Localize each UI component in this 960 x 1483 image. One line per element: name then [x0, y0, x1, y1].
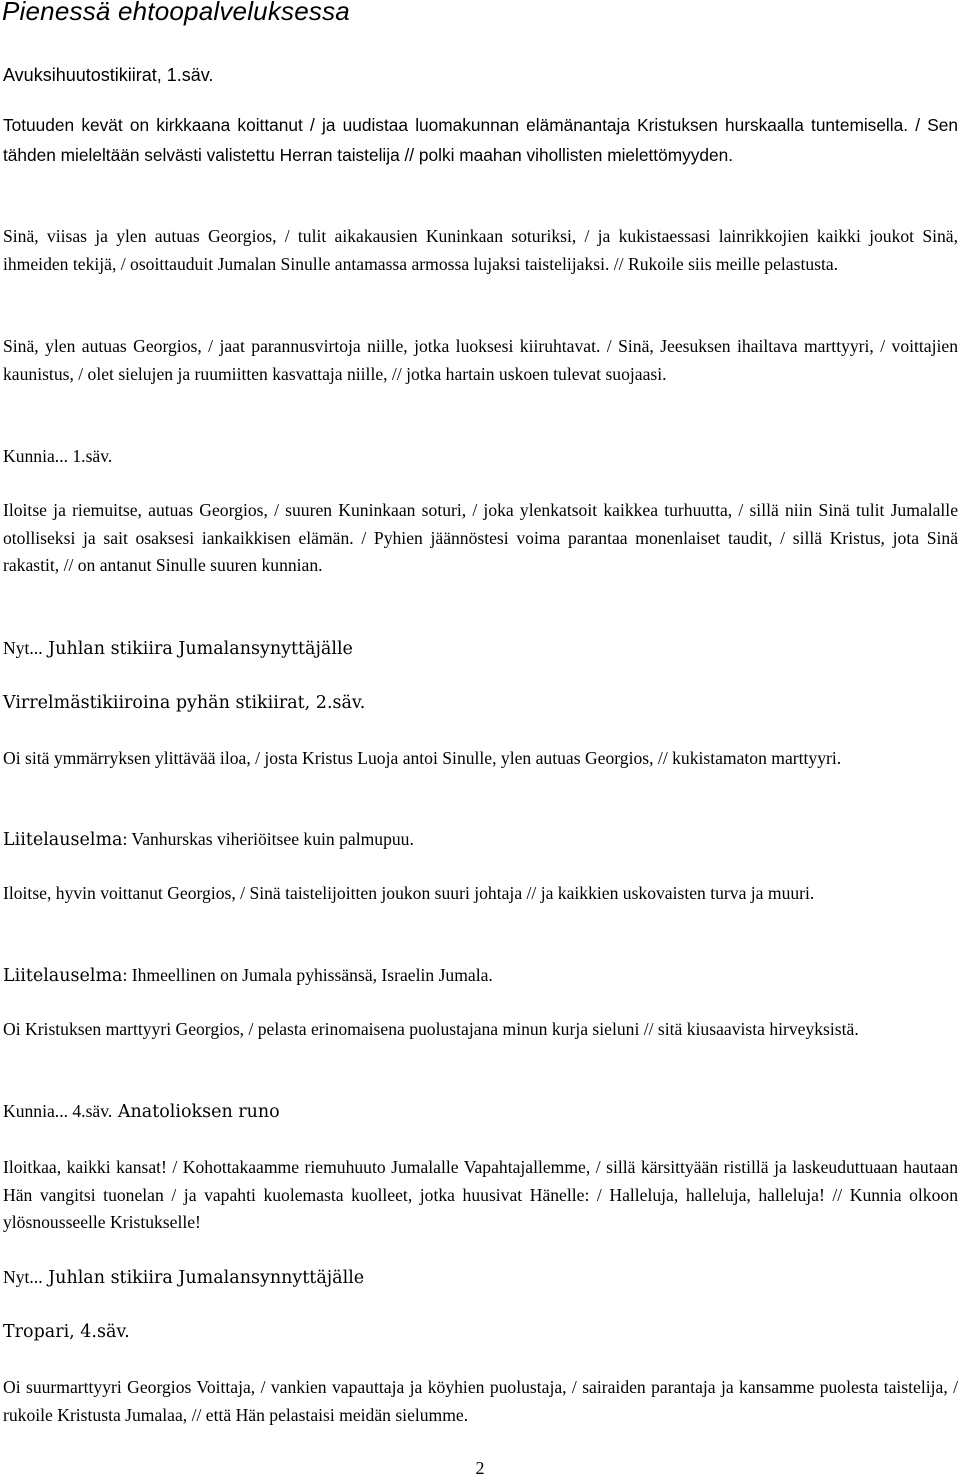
section-heading-virrelmastikiirat: Virrelmästikiiroina pyhän stikiirat, 2.säv. — [3, 693, 366, 713]
paragraph-15-heading: Juhlan stikiira Jumalansynnyttäjälle — [42, 1268, 365, 1288]
page-title: Pienessä ehtoopalveluksessa — [2, 0, 350, 26]
paragraph-13-prefix: Kunnia... 4.säv. — [3, 1101, 113, 1121]
paragraph-15-prefix: Nyt... — [3, 1267, 43, 1287]
page-number: 2 — [475, 1458, 485, 1478]
section-heading-tropari: Tropari, 4.säv. — [3, 1322, 130, 1342]
paragraph-13-heading: Anatolioksen runo — [112, 1102, 280, 1122]
paragraph-10: Iloitse, hyvin voittanut Georgios, / Sinä taistelijoitten joukon suuri johtaja // ja kaikkien uskovaisten turva ja muuri. — [3, 883, 815, 903]
paragraph-8: Oi sitä ymmärryksen ylittävää iloa, / josta Kristus Luoja antoi Sinulle, ylen autuas Georgios, // kukistamaton marttyyri. — [3, 748, 842, 768]
paragraph-1: Totuuden kevät on kirkkaana koittanut / ja uudistaa luomakunnan elämänantaja Kristuksen hurskaalla tuntemisella. / Sen tähden mieleltään selvästi valistettu Herran taistelija // polki maahan vihollisten mielettömyyden. — [3, 115, 958, 165]
paragraph-13 — [3, 1098, 958, 1127]
paragraph-9-text: : Vanhurskas viheriöitsee kuin palmupuu. — [122, 829, 414, 849]
paragraph-6 — [3, 635, 958, 664]
paragraph-14: Iloitkaa, kaikki kansat! / Kohottakaamme riemuhuuto Jumalalle Vapahtajallemme, / sillä kärsittyään ristillä ja laskeuduttuaan hautaan Hän vangitsi tuonelan / ja vapahti kuolemasta kuolleet, jotka huusivat Hänelle: / Halleluja, halleluja, halleluja! // Kunnia olkoon ylösnousseelle Kristukselle! — [3, 1157, 958, 1232]
section-subheading: Avuksihuutostikiirat, 1.säv. — [3, 65, 214, 85]
paragraph-3: Sinä, ylen autuas Georgios, / jaat parannusvirtoja niille, jotka luoksesi kiiruhtavat. / Sinä, Jeesuksen ihailtava marttyyri, / voittajien kaunistus, / olet sielujen ja ruumiitten kasvattaja niille, // jotka hartain uskoen tulevat suojaasi. — [3, 336, 958, 384]
paragraph-11-label: Liitelauselma — [3, 966, 123, 986]
paragraph-9 — [3, 826, 958, 855]
paragraph-17: Oi suurmarttyyri Georgios Voittaja, / vankien vapauttaja ja köyhien puolustaja, / sairaiden parantaja ja kansamme puolesta taistelija, / rukoile Kristusta Jumalaa, // että Hän pelastaisi meidän sielumme. — [3, 1377, 958, 1425]
paragraph-12: Oi Kristuksen marttyyri Georgios, / pelasta erinomaisena puolustajana minun kurja sieluni // sitä kiusaavista hirveyksistä. — [3, 1019, 859, 1039]
paragraph-11 — [3, 962, 958, 991]
paragraph-5: Iloitse ja riemuitse, autuas Georgios, / suuren Kuninkaan soturi, / joka ylenkatsoit kaikkea turhuutta, / sillä niin Sinä tulit Jumalalle otolliseksi ja sait osaksesi iankaikkisen elämän. / Pyhien jäännöstesi voima parantaa monenlaiset taudit, / sillä Kristus, jota Sinä rakastit, // on antanut Sinulle suuren kunnian. — [3, 500, 958, 575]
paragraph-4: Kunnia... 1.säv. — [3, 446, 113, 466]
paragraph-11-text: : Ihmeellinen on Jumala pyhissänsä, Israelin Jumala. — [122, 965, 493, 985]
paragraph-6-heading: Juhlan stikiira Jumalansynyttäjälle — [42, 639, 353, 659]
paragraph-6-prefix: Nyt... — [3, 638, 43, 658]
paragraph-2: Sinä, viisas ja ylen autuas Georgios, / tulit aikakausien Kuninkaan soturiksi, / ja kukistaessasi lainrikkojien kaikki joukot Sinä, ihmeiden tekijä, / osoittauduit Jumalan Sinulle antamassa armossa lujaksi taistelijaksi. // Rukoile siis meille pelastusta. — [3, 226, 958, 274]
paragraph-9-label: Liitelauselma — [3, 830, 123, 850]
paragraph-15 — [3, 1264, 958, 1293]
